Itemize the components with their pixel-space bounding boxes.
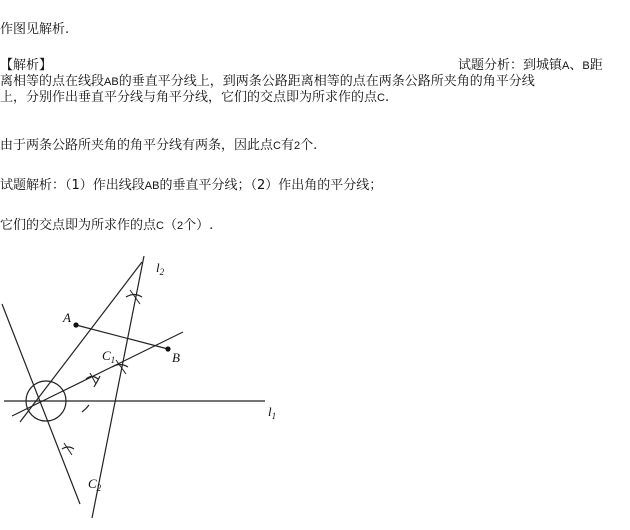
point-a <box>73 322 78 327</box>
solution-row-1: 试题解析：（1）作出线段AB的垂直平分线；（2）作出角的平分线； <box>0 178 383 193</box>
analysis-row-4: 由于两条公路所夹角的角平分线有两条，因此点C有2个. <box>0 138 318 153</box>
label-l2: $l_2$ <box>156 260 165 277</box>
analysis-row-1 <box>0 58 603 74</box>
point-b <box>165 346 170 351</box>
analysis-head: 试题分析：到城镇A、B距 <box>458 58 603 73</box>
arc-mark-bisector-3 <box>82 405 89 412</box>
segment-ab <box>76 325 168 349</box>
analysis-tag: 【解析】 <box>0 58 53 73</box>
label-b: B <box>172 350 180 365</box>
label-a: A <box>63 310 71 325</box>
label-c1: $C_1$ <box>102 348 116 365</box>
analysis-row-2: 离相等的点在线段AB的垂直平分线上，到两条公路距离相等的点在两条公路所夹角的角平分线 <box>0 74 535 89</box>
angle-bisector-obtuse <box>2 304 80 504</box>
solution-row-2: 它们的交点即为所求作的点C（2个）. <box>0 218 214 233</box>
construction-figure <box>0 252 300 530</box>
label-c2: $C_2$ <box>88 476 102 493</box>
analysis-row-3: 上，分别作出垂直平分线与角平分线，它们的交点即为所求作的点C. <box>0 90 390 105</box>
angle-bisector-acute <box>12 332 183 416</box>
label-l1: $l_1$ <box>268 404 277 421</box>
answer-intro: 作图见解析. <box>0 22 70 37</box>
